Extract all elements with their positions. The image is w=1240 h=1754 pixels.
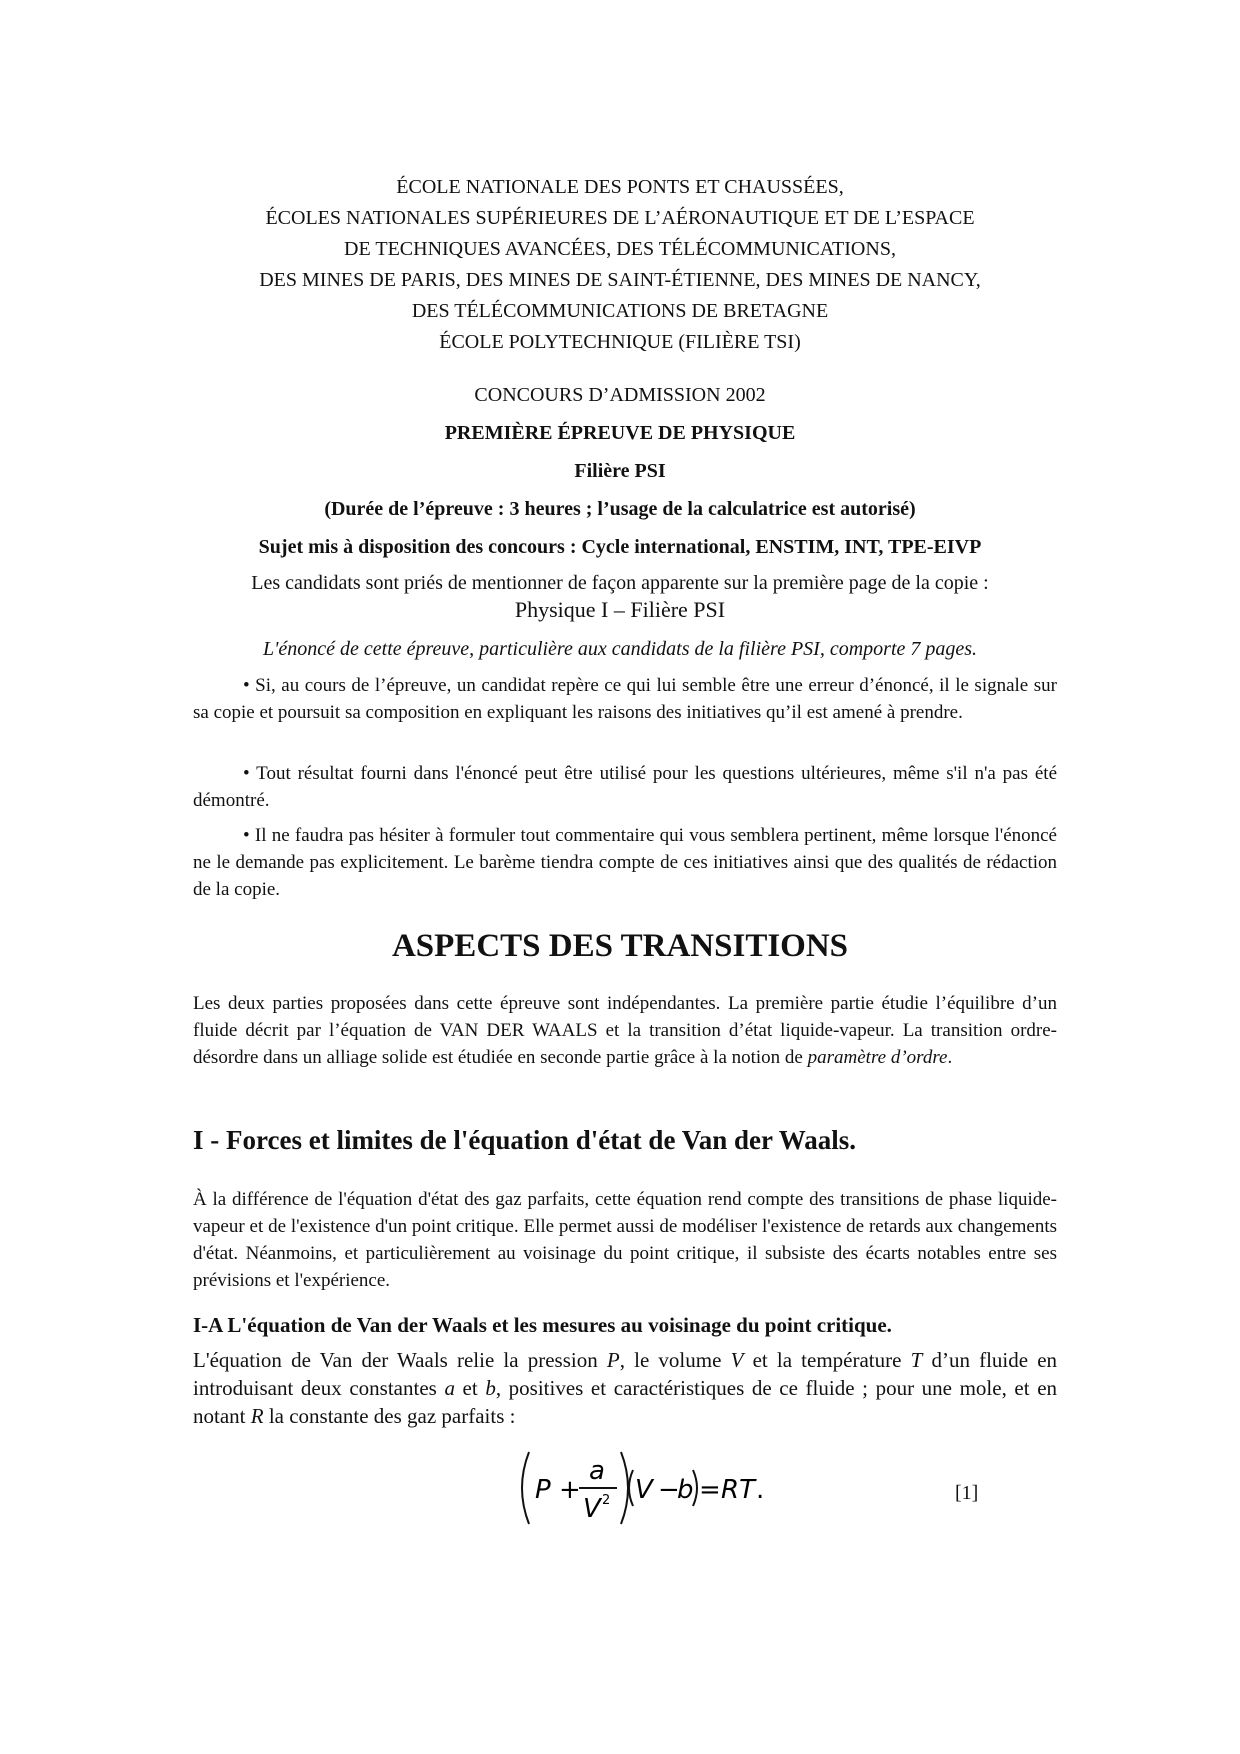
subsection-title: I-A L'équation de Van der Waals et les mesures au voisinage du point critique.	[193, 1313, 892, 1337]
eq-equals: =	[699, 1475, 721, 1505]
eq-dot: .	[756, 1475, 765, 1505]
epreuve-title: PREMIÈRE ÉPREUVE DE PHYSIQUE	[444, 422, 796, 444]
header-line-1: ÉCOLE NATIONALE DES PONTS ET CHAUSSÉES,	[396, 176, 844, 198]
header-line-6: ÉCOLE POLYTECHNIQUE (FILIÈRE TSI)	[439, 331, 801, 353]
van-der-waals-equation	[515, 1448, 795, 1528]
var-v: V	[730, 1348, 744, 1372]
left-paren-2	[629, 1470, 633, 1506]
var-b: b	[485, 1376, 496, 1400]
sub-text-7: la constante des gaz parfaits :	[268, 1404, 516, 1428]
header-line-5: DES TÉLÉCOMMUNICATIONS DE BRETAGNE	[411, 300, 829, 322]
instruction-1: • Si, au cours de l’épreuve, un candidat repère ce qui lui semble être une erreur d’énoncé, il le signale sur sa copie et poursuit sa composition en expliquant les raisons des initiatives qu’il est amené à prendre.	[193, 675, 1057, 723]
sub-text-6: , positives et caractéristiques de ce fluide ; pour une mole, et en notant	[193, 1376, 1058, 1428]
instruction-2: • Tout résultat fourni dans l'énoncé peut être utilisé pour les questions ultérieures, même s'il n'a pas été démontré.	[193, 763, 1057, 811]
var-p: P	[606, 1348, 620, 1372]
eq-minus: −	[658, 1475, 680, 1505]
var-t: T	[910, 1348, 923, 1372]
section-body: À la différence de l'équation d'état des gaz parfaits, cette équation rend compte des transitions de phase liquide-vapeur et de l'existence d'un point critique. Elle permet aussi de modéliser l'existence de retards aux changements d'état. Néanmoins, et particulièrement au voisinage du point critique, il subsiste des écarts notables entre ses prévisions et l'expérience.	[193, 1189, 1057, 1291]
eq-a: a	[589, 1456, 605, 1486]
sub-text-2: , le volume	[619, 1348, 722, 1372]
sujet-line: Sujet mis à disposition des concours : Cycle international, ENSTIM, INT, TPE-EIVP	[258, 536, 982, 558]
pages-note: L'énoncé de cette épreuve, particulière aux candidats de la filière PSI, comporte 7 pages.	[262, 638, 978, 660]
left-paren-1	[522, 1452, 529, 1524]
equation-number: [1]	[955, 1482, 979, 1504]
header-line-3: DE TECHNIQUES AVANCÉES, DES TÉLÉCOMMUNICATIONS,	[344, 238, 896, 260]
eq-V2: V	[583, 1494, 601, 1524]
header-line-2: ÉCOLES NATIONALES SUPÉRIEURES DE L’AÉRONAUTIQUE ET DE L’ESPACE	[265, 207, 975, 229]
section-title: I - Forces et limites de l'équation d'état de Van der Waals.	[193, 1125, 857, 1155]
eq-exp: 2	[602, 1493, 611, 1508]
mention-line: Les candidats sont priés de mentionner de façon apparente sur la première page de la copie :	[251, 572, 989, 594]
eq-RT: RT	[721, 1475, 755, 1505]
institution-header	[0, 172, 1240, 358]
eq-b: b	[677, 1475, 694, 1505]
sub-text-1: L'équation de Van der Waals relie la pression	[193, 1348, 598, 1372]
intro-paragraph	[193, 990, 1057, 1071]
subsection-body	[193, 1346, 1057, 1430]
intro-text: Les deux parties proposées dans cette épreuve sont indépendantes. La première partie étudie l’équilibre d’un fluide décrit par l’équation de VAN DER WAALS et la transition d’état liquide-vapeur. La transition ordre-désordre dans un alliage solide est étudiée en seconde partie grâce à la notion de	[193, 993, 1057, 1068]
instruction-3: • Il ne faudra pas hésiter à formuler tout commentaire qui vous semblera pertinent, même lorsque l'énoncé ne le demande pas explicitement. Le barème tiendra compte de ces initiatives ainsi que des qualités de rédaction de la copie.	[193, 825, 1057, 900]
eq-plus: +	[559, 1475, 581, 1505]
var-a: a	[444, 1376, 455, 1400]
concours-line: CONCOURS D’ADMISSION 2002	[474, 384, 766, 406]
right-paren-2	[693, 1470, 697, 1506]
eq-P: P	[535, 1475, 551, 1505]
sub-text-3: et la température	[752, 1348, 902, 1372]
header-line-4: DES MINES DE PARIS, DES MINES DE SAINT-ÉTIENNE, DES MINES DE NANCY,	[259, 269, 981, 291]
eq-V: V	[635, 1475, 653, 1505]
copy-label: Physique I – Filière PSI	[514, 597, 726, 622]
sub-text-5: et	[462, 1376, 478, 1400]
filiere-line: Filière PSI	[574, 460, 666, 482]
duree-line: (Durée de l’épreuve : 3 heures ; l’usage de la calculatrice est autorisé)	[324, 498, 916, 520]
main-title: ASPECTS DES TRANSITIONS	[391, 928, 849, 964]
sub-text-4: d’un fluide en introduisant deux constantes	[193, 1348, 1058, 1400]
var-r: R	[250, 1404, 264, 1428]
right-paren-1	[621, 1452, 628, 1524]
intro-italic: paramètre d’ordre	[807, 1047, 948, 1068]
intro-end: .	[947, 1047, 953, 1068]
